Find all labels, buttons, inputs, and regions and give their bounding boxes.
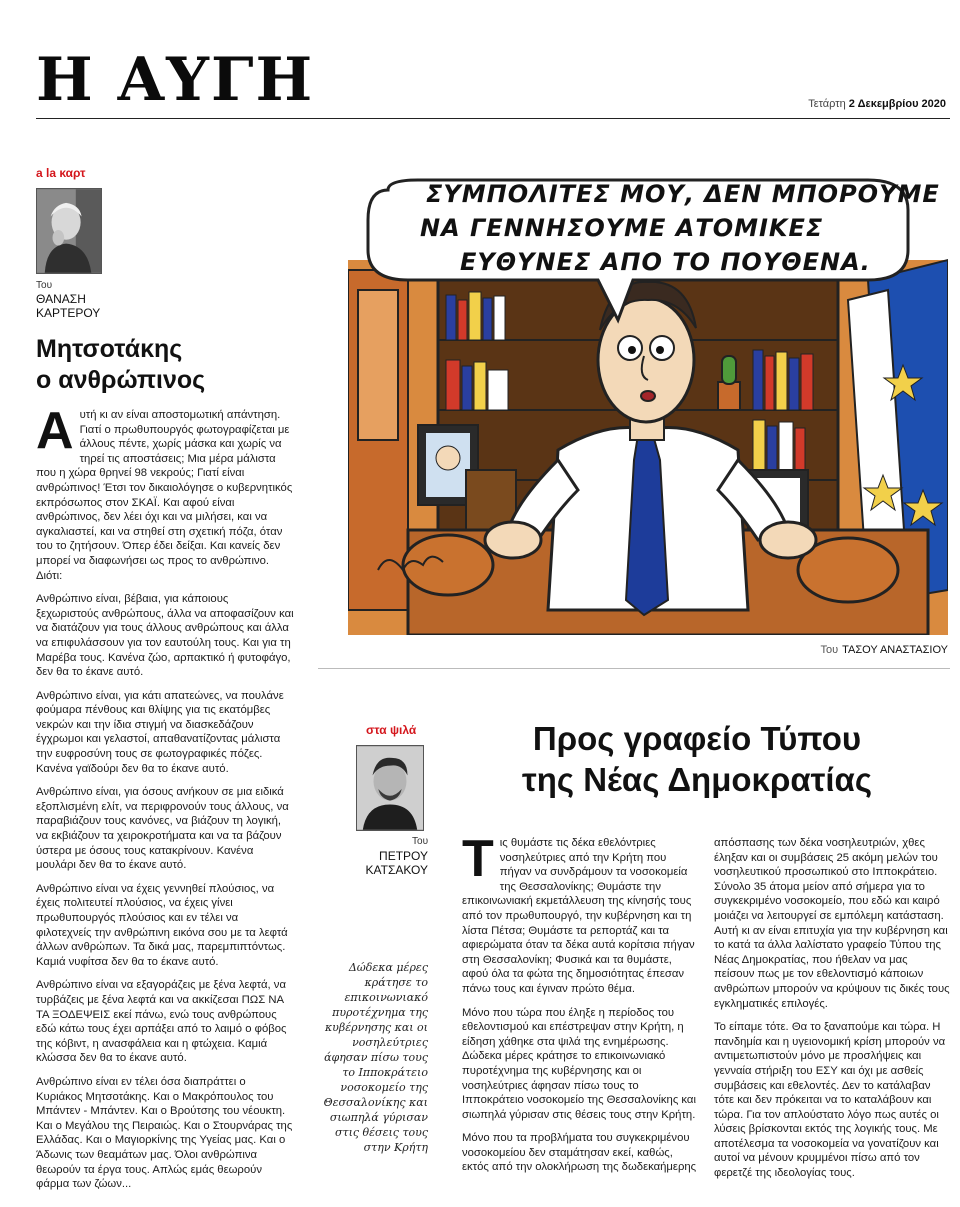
speech-text-line3: ΕΥΘΥΝΕΣ ΑΠΟ ΤΟ ΠΟΥΘΕΝΑ. [460,248,871,276]
date-weekday: Τετάρτη [808,98,846,110]
cartoon-credit [820,644,948,656]
portrait-image [357,746,423,830]
speech-text-line2: ΝΑ ΓΕΝΝΗΣΟΥΜΕ ΑΤΟΜΙΚΕΣ [420,214,824,242]
author-photo-katsakos [356,745,424,831]
author-first-name: ΘΑΝΑΣΗ [36,292,86,306]
date-day: 2 Δεκεμβρίου 2020 [848,98,946,110]
article-body-right-col1 [462,830,698,1184]
paragraph: Τις θυμάστε τις δέκα εθελόντριες νοσηλεύτριες από την Κρήτη που πήγαν να συνδράμουν τα νοσοκομεία της Θεσσαλονίκης; Θυμάστε την επικοινωνιακή εκμετάλλευση της κίνησής τους από τον πρωθυπουργό, την κυβέρνηση και τη λίστα Πέτσα; Θυμάστε τα ρεπορτάζ και τα αφιερώματα όταν τα δέκα αυτά κορίτσια πήγαν στη Θεσσαλονίκη; Φυσικά και τα θυμάστε, αφού όλα τα φώτα της δημοσιότητας έπεσαν πάνω τους και έγιναν πρώτο θέμα. [462,830,695,995]
author-photo-karteros [36,188,102,274]
headline-right-line1: Προς γραφείο Τύπου [532,720,862,757]
headline-left-line1: Μητσοτάκης [36,335,183,363]
speech-text-line1: ΣΥΜΠΟΛΙΤΕΣ ΜΟΥ, ΔΕΝ ΜΠΟΡΟΥΜΕ [426,180,940,208]
author-last-name: ΚΑΤΣΑΚΟΥ [365,863,428,877]
paragraph: απόσπασης των δέκα νοσηλευτριών, χθες έληξαν και οι συμβάσεις 25 ακόμη μελών του νοσηλευτικού προσωπικού στο Ιπποκράτειο. Σύνολο 35 άτομα μείον από σήμερα για το συγκεκριμένο νοσοκομείο, που εδώ και καιρό μοιάζει να λειτουργεί σε εμπόλεμη κατάσταση. Αυτή κι αν είναι επιτυχία για την κυβέρνηση και το κατά τα άλλα λαλίστατο γραφείο Τύπου της Νέας Δημοκρατίας, που ήθελαν να μας πείσουν πως με τον εθελοντισμό κάποιων ανθρώπων μπορούν να κρύψουν τις δικές τους εγκληματικές επιλογές. [714,837,950,1010]
credit-name: ΤΑΣΟΥ ΑΝΑΣΤΑΣΙΟΥ [842,644,948,656]
headline-right [462,718,932,800]
paragraph: Ανθρώπινο είναι, για όσους ανήκουν σε μια ειδικά εξοπλισμένη ελίτ, να περιφρονούν τους άλλους, να παραβιάζουν τους κανόνες, να βιάζουν τη λογική, να εκβιάζουν τα χειροκροτήματα και να τα βάζουν ύστερα με όσους τους κατακρίνουν. Κανένα μουλάρι δεν θα το έκανε αυτό. [36,786,289,872]
headline-left-line2: ο ανθρώπινος [36,366,206,394]
credit-prefix: Του [820,644,839,656]
paragraph: Ανθρώπινο είναι, για κάτι απατεώνες, να πουλάνε φούμαρα πένθους και θλίψης για τις εκατόμβες νεκρών και την ίδια στιγμή να διασκεδάζουν έγχρωμοι και γελαστοί, απαθανατίζοντας μάλιστα την ευφροσύνη τους σε φωτογραφικές πόζες. Κανένα γαϊδούρι δεν θα το έκανε αυτό. [36,689,284,775]
section-divider [318,668,950,669]
drop-cap: Α [36,402,74,460]
section-label-left: a la καρτ [36,166,86,180]
byline-prefix-right: Του [412,836,429,847]
author-first-name: ΠΕΤΡΟΥ [379,849,428,863]
masthead-logo: Η ΑΥΓΗ [36,45,315,115]
issue-date [808,98,946,110]
paragraph: Ανθρώπινο είναι να έχεις γεννηθεί πλούσιος, να έχεις πολιτευτεί πλούσιος, να έχεις γίνει πρωθυπουργός πλούσιος και εν τέλει να φιλοτεχνείς την ανθρώπινη εικόνα σου με τα λεφτά άλλων ανθρώπων. Τα δικά μας, παρεμπιπτόντως. Καμιά νυφίτσα δεν θα το έκανε αυτό. [36,882,288,968]
article-body-right-col2 [714,836,950,1190]
paragraph: Ανθρώπινο είναι εν τέλει όσα διαπράττει ο Κυριάκος Μητσοτάκης. Και ο Μακρόπουλος του Μπάντεν - Μπάντεν. Και ο Βρούτσης του νέουκτη. Και ο Μεγάλου της Πειραιώς. Και ο Στουρνάρας της Ελλάδας. Και ο Μαγιορκίνης της Υγείας μας. Και ο Άδωνις των θεαμάτων μας. Όλοι ανθρώπινα θεωρούν τα έργα τους. Απλώς εμάς θεωρούν φάρμα των ζώων... [36,1075,293,1191]
paragraph: Ανθρώπινο είναι, βέβαια, για κάποιους ξεχωριστούς ανθρώπους, άλλα να αποφασίζουν και να διατάζουν για τους άλλους ανθρώπους και άλλα να επιφυλάσσουν για τον εαυτούλη τους. Και για τη Μαρέβα τους. Κανένα ζώο, αρπακτικό ή φυτοφάγο, δεν θα το έκανε αυτό. [36,593,294,679]
byline-author-left [36,292,100,320]
paragraph: Μόνο που τα προβλήματα του συγκεκριμένου νοσοκομείου δεν σταμάτησαν εκεί, καθώς, εκτός από την ολοκλήρωση της δωδεκαήμερης [462,1132,697,1174]
headline-right-line2: της Νέας Δημοκρατίας [522,761,872,798]
author-last-name: ΚΑΡΤΕΡΟΥ [36,306,101,320]
article-body-left [36,402,294,1201]
byline-prefix-left: Του [36,280,53,291]
portrait-image [37,189,101,273]
section-label-right: στα ψιλά [366,723,417,737]
political-cartoon [348,170,948,635]
paragraph: Μόνο που τώρα που έληξε η περίοδος του εθελοντισμού και επέστρεψαν στην Κρήτη, η είδηση χάθηκε στα ψιλά της ενημέρωσης. Δώδεκα μέρες κράτησε το επικοινωνιακό πυροτέχνημα της κυβέρνησης και οι νοσηλεύτριες άφησαν πίσω τους το Ιπποκράτειο νοσοκομείο της Θεσσαλονίκης και σιωπηλά γύρισαν στις θέσεις τους στην Κρήτη. [462,1006,696,1121]
pull-quote: Δώδεκα μέρες κράτησε το επικοινωνιακό πυροτέχνημα της κυβέρνησης και οι νοσηλεύτριες άφησαν πίσω τους το Ιπποκράτειο νοσοκομείο της Θεσσαλονίκης και σιωπηλά γύρισαν στις θέσεις τους στην Κρήτη [323,961,428,1154]
headline-left [36,334,266,396]
paragraph: Αυτή κι αν είναι αποστομωτική απάντηση. Γιατί ο πρωθυπουργός φωτογραφίζεται με άλλους πέντε, χωρίς μάσκα και χωρίς να τηρεί τις αποστάσεις; Μια μέρα μάλιστα που η χώρα θρηνεί 98 νεκρούς; Γιατί είναι ανθρώπινος! Έτσι τον δικαιολόγησε ο κυβερνητικός εκπρόσωπος στον ΣΚΑΪ. Και αφού είναι ανθρώπινος, δεν λέει όχι και να μιλήσει, και να αγκαλιαστεί, και να στηθεί στη σχετική πόζα, όταν του το ζητήσουν. Όπερ έδει δείξαι. Και κανείς δεν μπορεί να διαφωνήσει ως προς το ανθρώπινο. Διότι: [36,402,293,582]
masthead-rule [36,118,950,119]
paragraph: Ανθρώπινο είναι να εξαγοράζεις με ξένα λεφτά, να τυρβάζεις με ξένα λεφτά και να ακκίζεσαι ΠΩΣ ΝΑ ΤΑ ΞΟΔΕΨΕΙΣ εκεί πάνω, ενώ τους ανθρώπους εδώ κάτω τους έχει αρπάξει από το λαιμό ο φόβος της κόβιντ, η ανασφάλεια και η φτώχεια. Καμιά κλώσσα δεν θα το έκανε αυτό. [36,979,287,1065]
paragraph: Το είπαμε τότε. Θα το ξαναπούμε και τώρα. Η πανδημία και η υγειονομική κρίση μπορούν να αντιμετωπιστούν μόνο με προσλήψεις και γενναία στήριξη του ΕΣΥ και όχι με ασθείς συμβάσεις και εθελοντές. Δεν το κατάλαβαν τότε και δεν πρόκειται να το καταλάβουν και τώρα. Για τον απλούστατο λόγο πως αυτές οι λύσεις βρίσκονται εκτός της λογικής τους. Με αποτέλεσμα τα νοσοκομεία να γονατίζουν και αυτοί να μένουν κρυμμένοι πίσω από τον φερετζέ της ιδεολογίας τους. [714,1021,946,1180]
byline-author-right [364,849,428,877]
drop-cap: Τ [462,830,494,888]
